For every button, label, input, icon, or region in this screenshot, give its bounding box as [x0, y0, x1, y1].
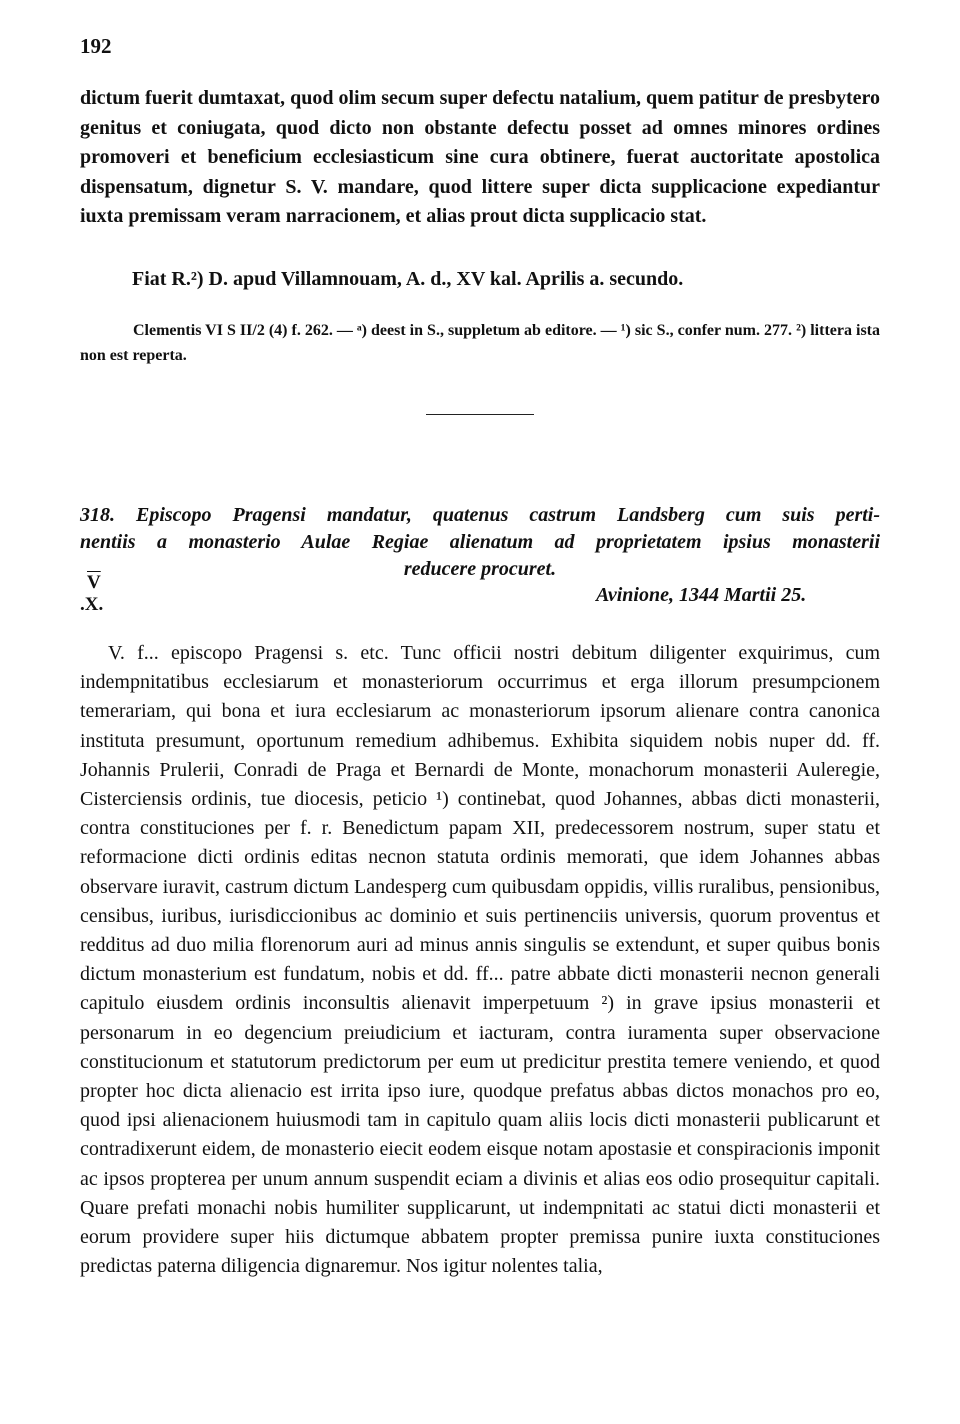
entry-heading	[80, 502, 880, 583]
heading-text-1: Episcopo Pragensi mandatur, quatenus castrum Landsberg cum suis perti-	[135, 504, 880, 526]
previous-document-text	[80, 84, 880, 232]
entry-number: 318.	[80, 504, 115, 526]
footnotes	[80, 318, 880, 368]
place-date: Avinione, 1344 Martii 25.	[596, 584, 807, 606]
page-number: 192	[80, 34, 112, 58]
heading-line-2: nentiis a monasterio Aulae Regiae alienatum ad proprietatem ipsius monasterii	[80, 531, 880, 553]
register-mark	[80, 572, 103, 616]
entry-body	[80, 639, 880, 1281]
fiat-line: Fiat R.²) D. apud Villamnouam, A. d., XV kal. Aprilis a. secundo.	[132, 268, 684, 290]
previous-document-paragraph: dictum fuerit dumtaxat, quod olim secum super defectu natalium, quem patitur de presbytero genitus et coniugata, quod dicto non obstante defectu posset ad omnes minores ordines promoveri et beneficium ecclesiasticum sine cura obtinere, fuerat auctoritate apostolica dispensatum, dignetur S. V. mandare, quod littere super dicta supplicacione expediantur iuxta premissam veram narracionem, et alias prout dicta supplicacio stat.	[80, 87, 880, 227]
heading-line-1	[80, 502, 880, 529]
footnote-line: Clementis VI S II/2 (4) f. 262. — ᵃ) deest in S., suppletum ab editore. — ¹) sic S., confer num. 277. ²) littera ista non est reperta.	[80, 322, 880, 364]
entry-body-paragraph: V. f... episcopo Pragensi s. etc. Tunc officii nostri debitum diligenter exquirimus, cum indempnitatibus ecclesiarum et monasteriorum occurrimus et erga illorum presumpcionem temerariam, qui bona et iura ecclesiarum ac monasteriorum ipsorum alienare contra canonica instituta presumunt, oportunum remedium adhibemus. Exhibita siquidem nobis nuper dd. ff. Johannis Prulerii, Conradi de Praga et Bernardi de Monte, monachorum monasterii Auleregie, Cisterciensis ordinis, tue diocesis, peticio ¹) continebat, quod Johannes, abbas dicti monasterii, contra constituciones per f. r. Benedictum papam XII, predecessorem nostrum, super statu et reformacione dicti ordinis editas necnon statuta ordinis memorati, que idem Johannes abbas observare iuravit, castrum dictum Landesperg cum quibusdam oppidis, villis ruralibus, pensionibus, censibus, iuribus, iurisdiccionibus ac dominio et suis pertinenciis universis, quorum proventus et redditus ad duo milia florenorum auri ad minus annis singulis se extendunt, et super quibus bonis dictum monasterium est fundatum, nobis et dd. ff... patre abbate dicti monasterii necnon generali capitulo eiusdem ordinis inconsultis alienavit imperpetuum ²) in grave ipsius monasterii et personarum in eo degencium preiudicium et iacturam, contra iuramenta super observacione constitucionum et statutorum predictorum per eum ut predicitur prestita temere veniendo, et quod propter hoc dicta alienacio est irrita ipso iure, quodque prefatus abbas dictos monachos pro eo, quod ipsi alienacionem huiusmodi tam in capitulo quam aliis locis dicti monasterii publicarunt et contradixerunt eidem, de monasterio eiecit eodem eisque notam apostasie et conspiracionis imponit ac ipsos propterea per unum annum suspendit eciam a divinis et alias eos odio prosequitur capitali. Quare prefati monachi nobis humiliter supplicarunt, ut indempnitati ac statui dicti monasterii et eorum providere super hiis dictumque abbatem propter premissa punire iuxta constituciones predictas paterna diligencia dignaremur. Nos igitur nolentes talia,	[80, 642, 880, 1278]
register-mark-x: .X.	[80, 594, 104, 615]
heading-line-3: reducere procuret.	[403, 558, 557, 580]
register-mark-v: $\overline{V}$	[87, 572, 101, 593]
section-separator	[426, 414, 534, 415]
